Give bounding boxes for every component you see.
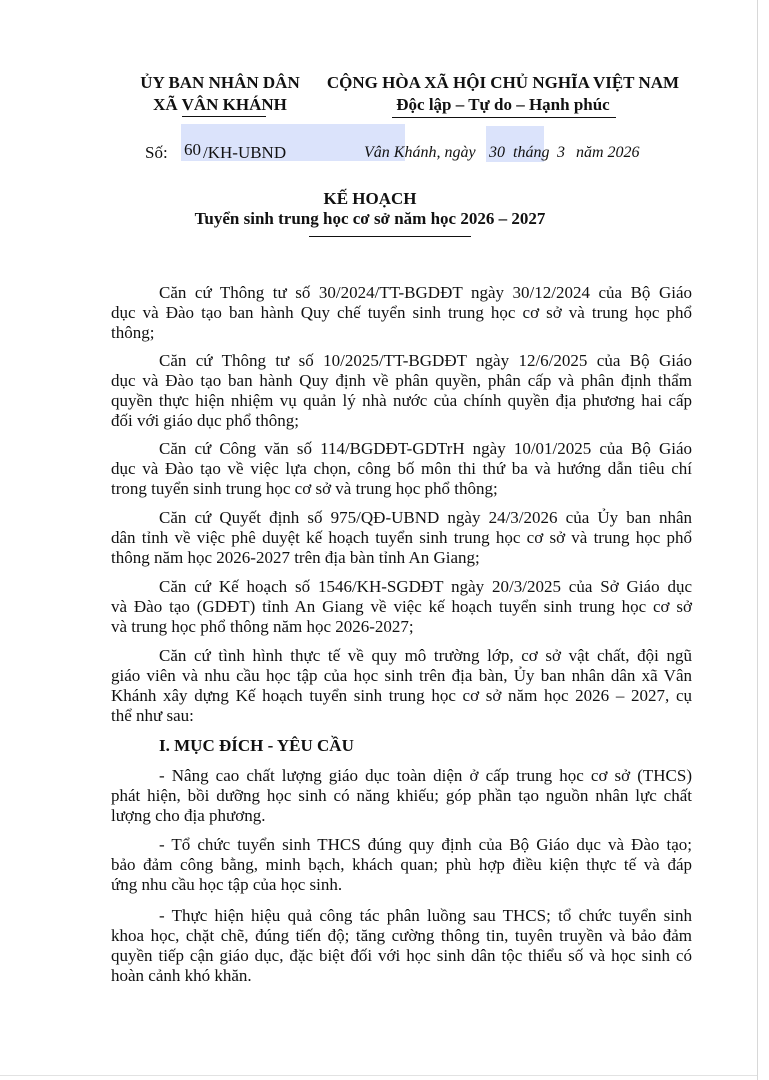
- body-line: thông;: [111, 323, 155, 342]
- body-line: Khánh xây dựng Kế hoạch tuyển sinh trung học cơ sở năm học 2026 – 2027, cụ: [111, 686, 692, 705]
- body-line: trong tuyển sinh trung học cơ sở và trung học phổ thông;: [111, 479, 498, 498]
- nation-line-1: CỘNG HÒA XÃ HỘI CHỦ NGHĨA VIỆT NAM: [326, 73, 680, 92]
- body-line: quyền tiếp cận giáo dục, đặc biệt đối với học sinh dân tộc thiểu số và học sinh có: [111, 946, 692, 965]
- body-line: - Thực hiện hiệu quả công tác phân luồng sau THCS; tổ chức tuyển sinh: [159, 906, 692, 925]
- body-line: bảo đảm công bằng, minh bạch, khách quan; phù hợp điều kiện thực tế và đáp: [111, 855, 692, 874]
- title-underline: [309, 236, 471, 237]
- body-line: thông năm học 2026-2027 trên địa bàn tỉnh An Giang;: [111, 548, 480, 567]
- body-line: Căn cứ Thông tư số 30/2024/TT-BGDĐT ngày 30/12/2024 của Bộ Giáo: [159, 283, 692, 302]
- body-line: khoa học, chặt chẽ, đúng tiến độ; tăng cường thông tin, tuyên truyền và bảo đảm: [111, 926, 692, 945]
- agency-line-2: XÃ VÂN KHÁNH: [153, 95, 287, 114]
- nation-underline: [392, 117, 616, 118]
- body-line: Căn cứ Quyết định số 975/QĐ-UBND ngày 24/3/2026 của Ủy ban nhân: [159, 508, 692, 527]
- body-line: phát hiện, bồi dưỡng học sinh có năng khiếu; góp phần tạo nguồn nhân lực chất: [111, 786, 692, 805]
- date-prefix: Vân Khánh, ngày: [364, 144, 476, 161]
- body-line: và trung học phổ thông năm học 2026-2027;: [111, 617, 414, 636]
- body-line: Căn cứ Công văn số 114/BGDĐT-GDTrH ngày 10/01/2025 của Bộ Giáo: [159, 439, 692, 458]
- body-line: đối với giáo dục phổ thông;: [111, 411, 299, 430]
- body-line: dân tỉnh về việc phê duyệt kế hoạch tuyển sinh trung học cơ sở và trung học phổ: [111, 528, 692, 547]
- plan-title: KẾ HOẠCH: [323, 189, 417, 208]
- agency-underline: [182, 116, 266, 117]
- body-line: dục và Đào tạo ban hành Quy định về phân quyền, phân cấp và phân định thẩm: [111, 371, 692, 390]
- date-year: năm 2026: [576, 144, 640, 161]
- doc-number-suffix: /KH-UBND: [203, 143, 287, 162]
- date-month: 3: [557, 144, 565, 161]
- body-line: dục và Đào tạo về việc lựa chọn, công bố môn thi thứ ba và hướng dẫn tiêu chí: [111, 459, 692, 478]
- date-month-word: tháng: [513, 144, 550, 161]
- body-line: - Nâng cao chất lượng giáo dục toàn diện ở cấp trung học cơ sở (THCS): [159, 766, 692, 785]
- body-line: quyền thực hiện nhiệm vụ quản lý nhà nước của chính quyền địa phương hai cấp: [111, 391, 692, 410]
- date-day: 30: [489, 144, 505, 161]
- body-line: - Tổ chức tuyển sinh THCS đúng quy định của Bộ Giáo dục và Đào tạo;: [159, 835, 692, 854]
- body-line: ứng nhu cầu học tập của học sinh.: [111, 875, 343, 894]
- body-line: lượng cho địa phương.: [111, 806, 266, 825]
- body-line: dục và Đào tạo ban hành Quy chế tuyển sinh trung học cơ sở và trung học phổ: [111, 303, 692, 322]
- doc-number: 60: [184, 140, 201, 159]
- body-line: giáo viên và nhu cầu học tập của học sinh trên địa bàn, Ủy ban nhân dân xã Vân: [111, 666, 692, 685]
- nation-line-2: Độc lập – Tự do – Hạnh phúc: [396, 95, 610, 114]
- body-line: thể như sau:: [111, 706, 194, 725]
- agency-line-1: ỦY BAN NHÂN DÂN: [140, 73, 300, 92]
- plan-subtitle: Tuyển sinh trung học cơ sở năm học 2026 – 2027: [194, 209, 546, 228]
- body-line: Căn cứ Kế hoạch số 1546/KH-SGDĐT ngày 20/3/2025 của Sở Giáo dục: [159, 577, 692, 596]
- doc-number-label: Số:: [145, 143, 168, 162]
- page-bottom-edge: [0, 1075, 757, 1076]
- body-line: Căn cứ Thông tư số 10/2025/TT-BGDĐT ngày 12/6/2025 của Bộ Giáo: [159, 351, 692, 370]
- body-line: hoàn cảnh khó khăn.: [111, 966, 252, 985]
- body-line: Căn cứ tình hình thực tế về quy mô trường lớp, cơ sở vật chất, đội ngũ: [159, 646, 692, 665]
- section-heading: I. MỤC ĐÍCH - YÊU CẦU: [159, 736, 354, 755]
- body-line: và Đào tạo (GDĐT) tỉnh An Giang về việc kế hoạch tuyển sinh trung học cơ sở: [111, 597, 692, 616]
